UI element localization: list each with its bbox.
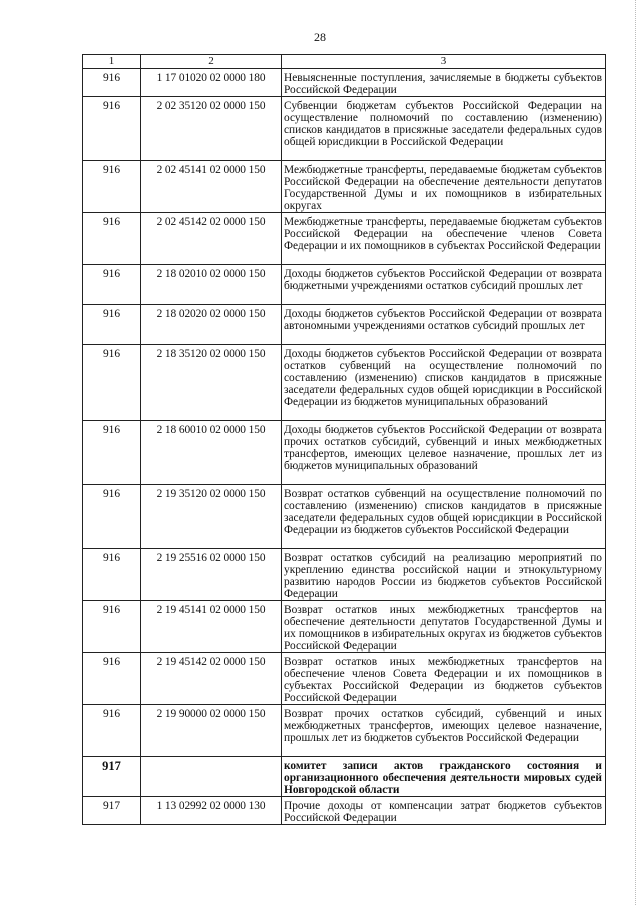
table-row [83, 421, 606, 485]
table-row [83, 757, 606, 797]
description-cell [282, 97, 606, 161]
table-row [83, 601, 606, 653]
admin-code-cell: 916 [83, 213, 141, 265]
description-cell [282, 705, 606, 757]
description-text: Возврат остатков иных межбюджетных трансфертов на обеспечение деятельности депутатов Государственной Думы и их помощников в избирательных округах из бюджетов субъектов Российской Федерации [284, 604, 602, 652]
description-cell [282, 797, 606, 825]
description-cell [282, 345, 606, 421]
income-code-cell: 2 18 02010 02 0000 150 [141, 265, 282, 305]
admin-code-cell: 916 [83, 421, 141, 485]
admin-code-cell: 917 [83, 757, 141, 797]
description-cell [282, 653, 606, 705]
table-row [83, 213, 606, 265]
description-cell [282, 421, 606, 485]
admin-code-cell: 916 [83, 305, 141, 345]
admin-code-cell: 916 [83, 265, 141, 305]
table-row [83, 305, 606, 345]
table-row [83, 797, 606, 825]
description-cell [282, 757, 606, 797]
header-col-3: 3 [282, 55, 606, 69]
description-text: Межбюджетные трансферты, передаваемые бюджетам субъектов Российской Федерации на обеспечение членов Совета Федерации и их помощников в субъектах Российской Федерации [284, 216, 602, 252]
description-text: Межбюджетные трансферты, передаваемые бюджетам субъектов Российской Федерации на обеспечение деятельности депутатов Государственной Думы и их помощников в избирательных округах [284, 164, 602, 212]
table-body [83, 69, 606, 825]
description-cell [282, 485, 606, 549]
admin-code-cell: 916 [83, 601, 141, 653]
header-col-2: 2 [141, 55, 282, 69]
income-code-cell: 2 18 35120 02 0000 150 [141, 345, 282, 421]
table-row [83, 97, 606, 161]
description-text: Доходы бюджетов субъектов Российской Федерации от возврата бюджетными учреждениями остатков субсидий прошлых лет [284, 268, 602, 292]
table-row [83, 549, 606, 601]
description-cell [282, 601, 606, 653]
description-cell [282, 161, 606, 213]
description-text: комитет записи актов гражданского состояния и организационного обеспечения деятельности мировых судей Новгородской области [284, 760, 602, 796]
income-code-cell: 2 18 60010 02 0000 150 [141, 421, 282, 485]
income-code-cell: 1 17 01020 02 0000 180 [141, 69, 282, 97]
description-cell [282, 213, 606, 265]
description-cell [282, 265, 606, 305]
income-code-cell: 2 18 02020 02 0000 150 [141, 305, 282, 345]
page-number: 28 [314, 30, 326, 44]
table-row [83, 485, 606, 549]
admin-code-cell: 916 [83, 161, 141, 213]
income-code-cell [141, 757, 282, 797]
page-edge-decoration [635, 0, 640, 905]
table-row [83, 705, 606, 757]
income-code-cell: 2 19 35120 02 0000 150 [141, 485, 282, 549]
admin-code-cell: 916 [83, 69, 141, 97]
admin-code-cell: 916 [83, 485, 141, 549]
income-code-cell: 1 13 02992 02 0000 130 [141, 797, 282, 825]
description-cell [282, 305, 606, 345]
description-text: Невыясненные поступления, зачисляемые в бюджеты субъектов Российской Федерации [284, 72, 602, 96]
table-row [83, 265, 606, 305]
income-code-cell: 2 19 90000 02 0000 150 [141, 705, 282, 757]
table-row [83, 69, 606, 97]
table-row [83, 161, 606, 213]
admin-code-cell: 916 [83, 97, 141, 161]
description-text: Доходы бюджетов субъектов Российской Федерации от возврата прочих остатков субсидий, субвенций и иных межбюджетных трансфертов, имеющих целевое назначение, прошлых лет из бюджетов муниципальных образований [284, 424, 602, 472]
table-row [83, 653, 606, 705]
description-text: Субвенции бюджетам субъектов Российской Федерации на осуществление полномочий по составлению (изменению) списков кандидатов в присяжные заседатели федеральных судов общей юрисдикции в Российской Федерации [284, 100, 602, 148]
income-code-cell: 2 02 45142 02 0000 150 [141, 213, 282, 265]
table-header-row [83, 55, 606, 69]
admin-code-cell: 916 [83, 345, 141, 421]
description-text: Возврат остатков субсидий на реализацию мероприятий по укреплению единства российской нации и этнокультурному развитию народов России из бюджетов субъектов Российской Федерации [284, 552, 602, 600]
income-code-cell: 2 02 35120 02 0000 150 [141, 97, 282, 161]
description-text: Возврат остатков субвенций на осуществление полномочий по составлению (изменению) списков кандидатов в присяжные заседатели федеральных судов общей юрисдикции в Российской Федерации из бюджетов субъектов Российской Федерации [284, 488, 602, 536]
description-text: Возврат прочих остатков субсидий, субвенций и иных межбюджетных трансфертов, имеющих целевое назначение, прошлых лет из бюджетов субъектов Российской Федерации [284, 708, 602, 744]
admin-code-cell: 916 [83, 705, 141, 757]
header-col-1: 1 [83, 55, 141, 69]
income-code-cell: 2 19 45141 02 0000 150 [141, 601, 282, 653]
description-text: Доходы бюджетов субъектов Российской Федерации от возврата автономными учреждениями остатков субсидий прошлых лет [284, 308, 602, 332]
description-text: Прочие доходы от компенсации затрат бюджетов субъектов Российской Федерации [284, 800, 602, 824]
description-cell [282, 549, 606, 601]
admin-code-cell: 917 [83, 797, 141, 825]
income-code-cell: 2 19 45142 02 0000 150 [141, 653, 282, 705]
admin-code-cell: 916 [83, 549, 141, 601]
income-code-cell: 2 02 45141 02 0000 150 [141, 161, 282, 213]
description-text: Возврат остатков иных межбюджетных трансфертов на обеспечение членов Совета Федерации и их помощников в субъектах Российской Федерации из бюджетов субъектов Российской Федерации [284, 656, 602, 704]
income-code-cell: 2 19 25516 02 0000 150 [141, 549, 282, 601]
table-row [83, 345, 606, 421]
description-cell [282, 69, 606, 97]
budget-codes-table [82, 54, 606, 825]
admin-code-cell: 916 [83, 653, 141, 705]
description-text: Доходы бюджетов субъектов Российской Федерации от возврата остатков субвенций на осуществление полномочий по составлению (изменению) списков кандидатов в присяжные заседатели федеральных судов общей юрисдикции в Российской Федерации из бюджетов муниципальных образований [284, 348, 602, 408]
